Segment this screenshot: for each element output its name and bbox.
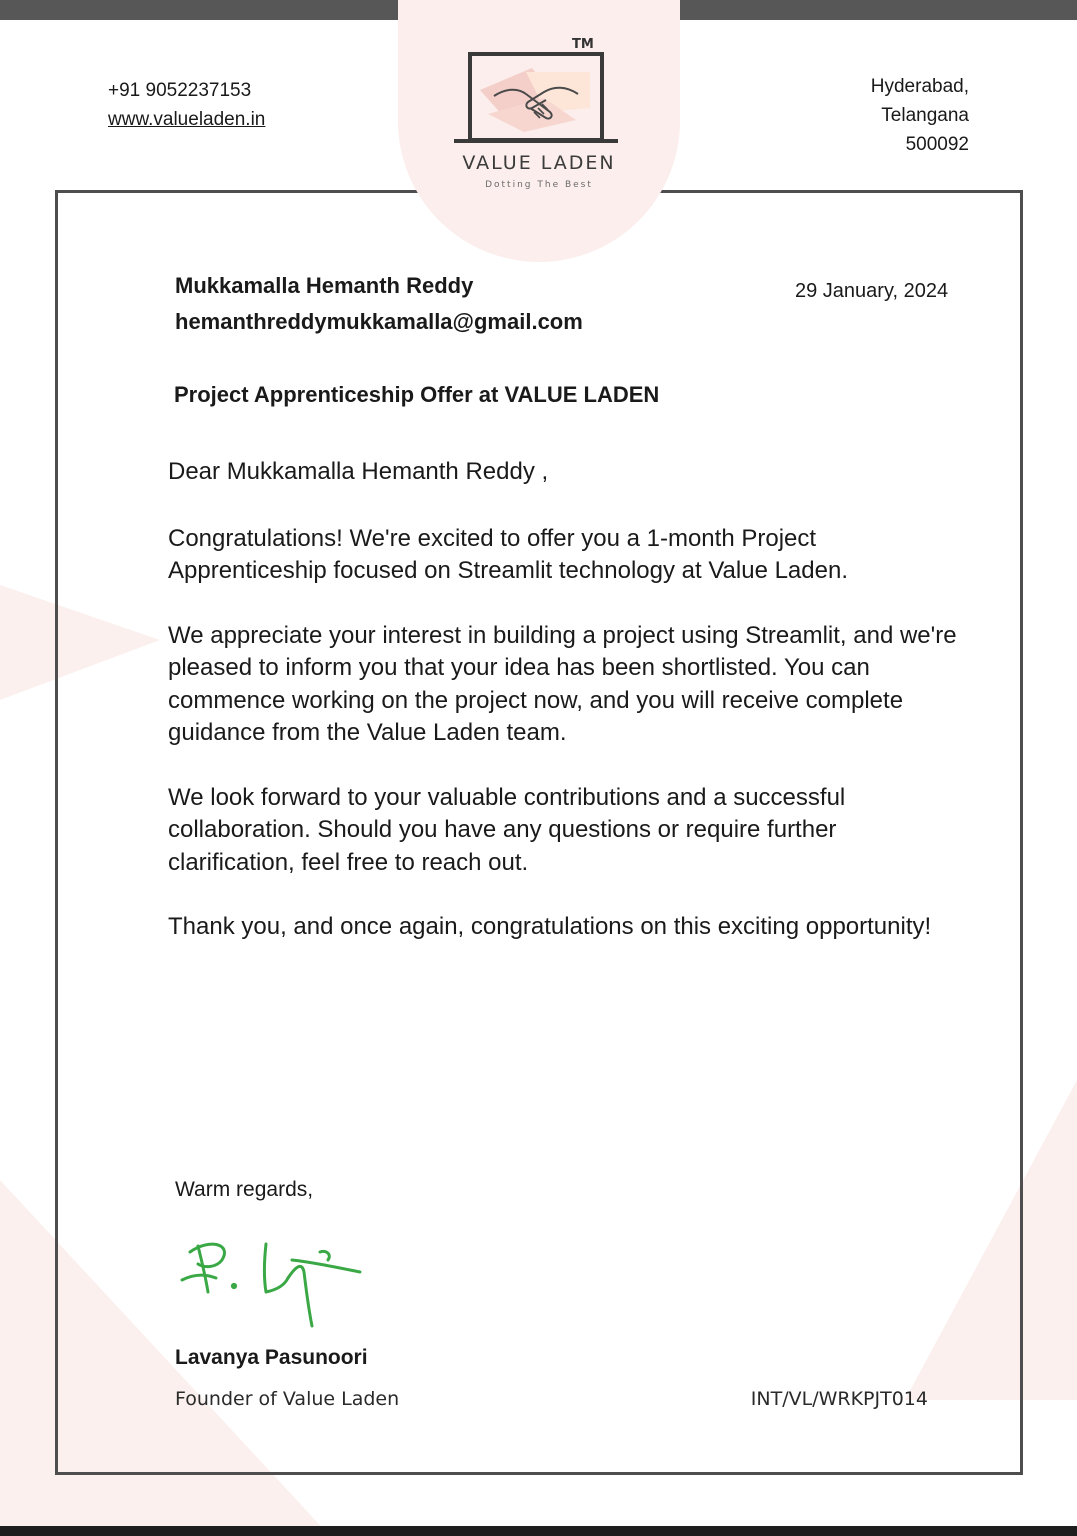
laptop-handshake-logo-icon (454, 28, 624, 144)
address-pincode: 500092 (905, 134, 969, 155)
salutation: Dear Mukkamalla Hemanth Reddy , (168, 458, 549, 485)
address-block (871, 72, 969, 159)
top-bar-right (679, 0, 1077, 20)
website-link[interactable]: www.valueladen.in (108, 109, 266, 130)
body-paragraph-1: Congratulations! We're excited to offer you a 1-month Project Apprenticeship focused on Streamlit technology at Value Laden. (168, 524, 848, 584)
handwritten-signature (180, 1232, 370, 1332)
body-paragraph-3: We look forward to your valuable contributions and a successful collaboration. Should you have any questions or require further clarification, feel free to reach out. (168, 783, 846, 876)
recipient-email: hemanthreddymukkamalla@gmail.com (175, 309, 583, 334)
contact-info (108, 76, 265, 134)
reference-code: INT/VL/WRKPJT014 (750, 1388, 928, 1410)
bottom-bar (0, 1526, 1077, 1536)
signer-name: Lavanya Pasunoori (175, 1346, 368, 1369)
brand-name: VALUE LADEN (462, 152, 616, 174)
letter-date: 29 January, 2024 (795, 280, 949, 302)
address-state: Telangana (881, 105, 969, 126)
svg-text:TM: TM (572, 37, 594, 52)
address-city: Hyderabad, (870, 76, 969, 97)
body-paragraph-2: We appreciate your interest in building a project using Streamlit, and we're pleased to inform you that your idea has been shortlisted. You can commence working on the project now, and you will receive complete guidance from the Value Laden team. (168, 621, 957, 746)
top-bar-left (0, 0, 398, 20)
phone-number: +91 9052237153 (108, 80, 252, 101)
signer-title: Founder of Value Laden (175, 1388, 400, 1410)
letter-subject: Project Apprenticeship Offer at VALUE LADEN (174, 382, 660, 407)
recipient-name: Mukkamalla Hemanth Reddy (175, 273, 474, 298)
logo-badge (398, 0, 680, 262)
brand-tagline: Dotting The Best (485, 180, 593, 190)
closing: Warm regards, (175, 1178, 314, 1201)
letter-body (168, 456, 968, 976)
body-paragraph-4: Thank you, and once again, congratulations on this exciting opportunity! (168, 913, 932, 940)
